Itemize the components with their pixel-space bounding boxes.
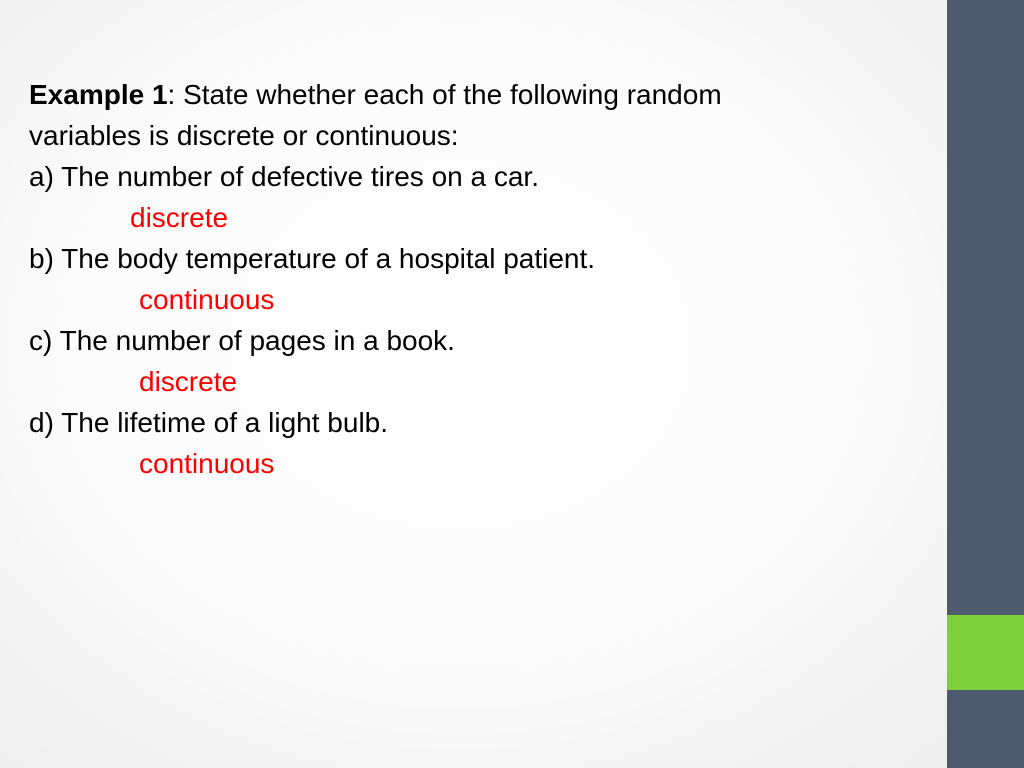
decorative-sidebar — [947, 0, 1024, 768]
example-label: Example 1 — [29, 79, 168, 110]
example-instruction-continued: variables is discrete or continuous: — [29, 120, 459, 151]
question-b: b) The body temperature of a hospital patient. — [29, 243, 596, 274]
answer-c: discrete — [139, 366, 238, 397]
example-heading-line — [29, 74, 929, 115]
question-d: d) The lifetime of a light bulb. — [29, 407, 389, 438]
question-c: c) The number of pages in a book. — [29, 325, 455, 356]
sidebar-accent-block — [947, 615, 1024, 690]
example-instruction: : State whether each of the following random — [167, 79, 722, 110]
answer-d: continuous — [139, 448, 275, 479]
sidebar-band-bottom — [947, 690, 1024, 768]
answer-a: discrete — [130, 202, 229, 233]
question-a: a) The number of defective tires on a car. — [29, 161, 539, 192]
slide-content — [29, 74, 929, 484]
answer-b: continuous — [139, 284, 275, 315]
sidebar-band-top — [947, 0, 1024, 615]
